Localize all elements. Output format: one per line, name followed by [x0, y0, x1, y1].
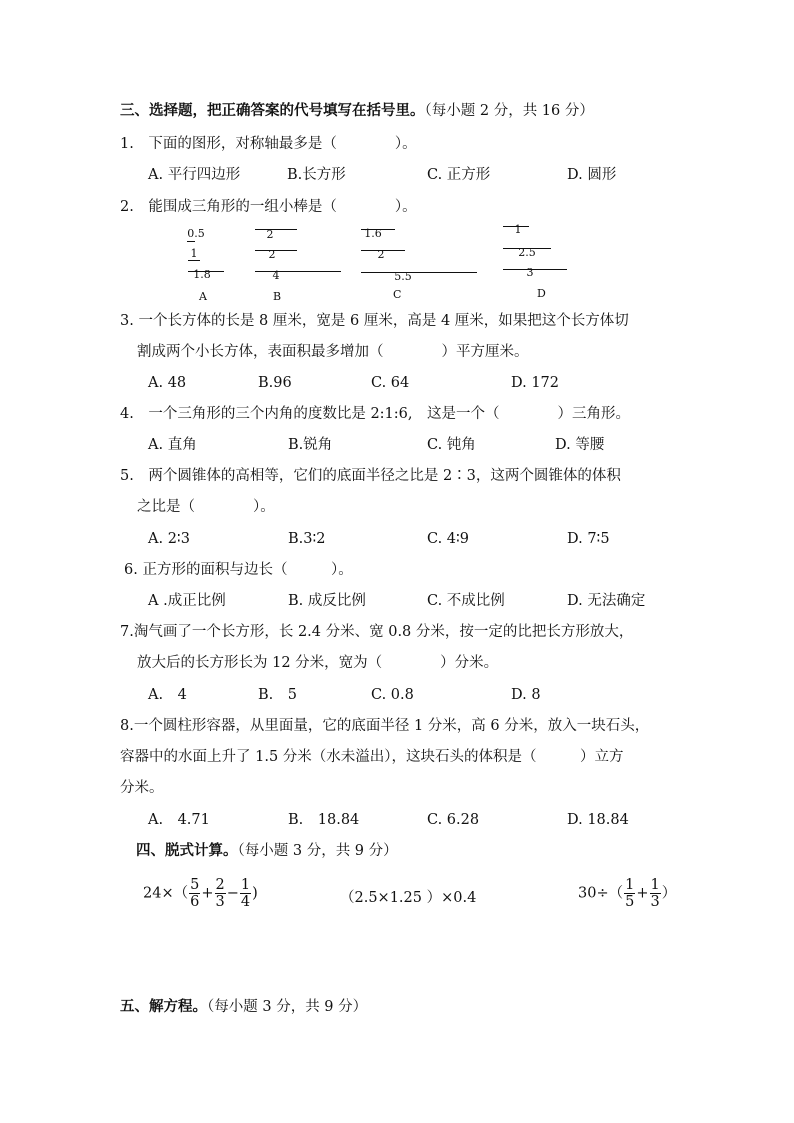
q4-option-a: A. 直角: [148, 437, 197, 453]
denominator: 3: [215, 894, 225, 910]
q4-stem: 4. 一个三角形的三个内角的度数比是 2:1:6, 这是一个（ ）三角形。: [120, 406, 630, 422]
fraction-1-5: [624, 877, 635, 910]
q3-option-b: B.96: [258, 375, 292, 391]
section-4-note: （每小题 3 分，共 9 分）: [237, 843, 398, 859]
stick-b3-label: 4: [272, 269, 280, 282]
denominator: 4: [240, 894, 251, 910]
q8-line-3: 分米。: [120, 780, 164, 796]
stick-d2-label: 2.5: [518, 246, 536, 259]
stick-a1: [187, 241, 195, 242]
group-d-letter: D: [537, 287, 546, 300]
q8-option-a: A. 4.71: [148, 812, 210, 828]
q8-line-1: 8.一个圆柱形容器，从里面量，它的底面半径 1 分米，高 6 分米，放入一块石头，: [120, 718, 650, 734]
q3-line-1: 3. 一个长方体的长是 8 厘米，宽是 6 厘米，高是 4 厘米，如果把这个长方体切: [120, 313, 629, 329]
stick-c1-label: 1.6: [364, 227, 382, 240]
stick-a2-label: 1: [190, 247, 198, 260]
group-a-letter: A: [199, 290, 207, 303]
calc-expression-3: [578, 877, 676, 910]
stick-b2-label: 2: [268, 248, 276, 261]
stick-a3-label: 1.8: [193, 268, 211, 281]
q7-option-d: D. 8: [511, 687, 541, 703]
q5-line-1: 5. 两个圆锥体的高相等，它们的底面半径之比是 2∶3，这两个圆锥体的体积: [120, 468, 621, 484]
calc-expression-1: [143, 877, 258, 910]
q5-option-b: B.3∶2: [288, 531, 326, 547]
stick-b1: [255, 229, 297, 230]
q6-stem: 6. 正方形的面积与边长（ ）。: [124, 562, 353, 578]
q1-option-a: A. 平行四边形: [148, 167, 241, 183]
numerator: 2: [215, 877, 225, 893]
denominator: 6: [190, 894, 200, 910]
stick-d3-label: 3: [526, 266, 534, 279]
q5-option-d: D. 7∶5: [567, 531, 610, 547]
q6-option-a: A .成正比例: [148, 593, 226, 609]
numerator: 5: [190, 877, 200, 893]
stick-b1-label: 2: [266, 228, 274, 241]
stick-a3: [188, 271, 224, 272]
q3-option-d: D. 172: [511, 375, 560, 391]
q4-option-b: B.锐角: [288, 437, 333, 453]
q6-option-d: D. 无法确定: [567, 593, 646, 609]
section-3-note: （每小题 2 分，共 16 分）: [424, 103, 594, 119]
section-5-heading: [120, 997, 367, 1017]
stick-d3: [503, 269, 567, 270]
calc-1-prefix: 24×（: [143, 885, 189, 902]
fraction-2-3: [215, 877, 226, 910]
fraction-1-4: [240, 877, 251, 910]
stick-c3: [361, 272, 477, 273]
stick-b3: [255, 271, 341, 272]
q8-option-d: D. 18.84: [567, 812, 629, 828]
section-5-note: （每小题 3 分，共 9 分）: [207, 999, 368, 1015]
q7-line-2: 放大后的长方形长为 12 分米，宽为（ ）分米。: [137, 655, 499, 671]
q5-option-c: C. 4∶9: [427, 531, 470, 547]
minus-sign: −: [226, 885, 239, 902]
calc-expression-2: （2.5×1.25 ）×0.4: [340, 890, 477, 906]
q8-option-b: B. 18.84: [288, 812, 360, 828]
q3-line-2: 割成两个小长方体，表面积最多增加（ ）平方厘米。: [137, 344, 529, 360]
q1-stem: 1. 下面的图形，对称轴最多是（ ）。: [120, 136, 417, 152]
denominator: 5: [625, 894, 635, 910]
stick-c2-label: 2: [377, 248, 385, 261]
plus-sign: +: [636, 885, 649, 902]
stick-a2: [188, 260, 200, 261]
plus-sign: +: [201, 885, 214, 902]
section-3-heading: [120, 101, 594, 121]
section-4-title: 四、脱式计算。: [136, 843, 238, 859]
q7-option-a: A. 4: [148, 687, 187, 703]
q8-line-2: 容器中的水面上升了 1.5 分米（水未溢出），这块石头的体积是（ ）立方: [120, 749, 624, 765]
stick-d1: [503, 226, 529, 227]
calc-3-suffix: ）: [661, 885, 677, 902]
stick-d2: [503, 248, 551, 249]
stick-c2: [361, 250, 405, 251]
section-5-title: 五、解方程。: [120, 999, 207, 1015]
numerator: 1: [240, 877, 251, 893]
q5-option-a: A. 2∶3: [148, 531, 190, 547]
group-b-letter: B: [273, 290, 282, 303]
group-c-letter: C: [393, 288, 402, 301]
q1-option-d: D. 圆形: [567, 167, 617, 183]
q1-option-c: C. 正方形: [427, 167, 491, 183]
q3-option-a: A. 48: [148, 375, 187, 391]
q4-option-c: C. 钝角: [427, 437, 476, 453]
q6-option-b: B. 成反比例: [288, 593, 366, 609]
stick-a1-label: 0.5: [187, 227, 205, 240]
calc-3-prefix: 30÷（: [578, 885, 624, 902]
q8-option-c: C. 6.28: [427, 812, 480, 828]
q7-option-b: B. 5: [258, 687, 297, 703]
fraction-5-6: [189, 877, 200, 910]
q6-option-c: C. 不成比例: [427, 593, 505, 609]
denominator: 3: [650, 894, 660, 910]
q4-option-d: D. 等腰: [555, 437, 605, 453]
section-3-title: 三、选择题，把正确答案的代号填写在括号里。: [120, 103, 425, 119]
stick-b2: [255, 250, 297, 251]
q7-line-1: 7.淘气画了一个长方形，长 2.4 分米、宽 0.8 分米，按一定的比把长方形放大，: [120, 624, 634, 640]
fraction-1-3: [650, 877, 661, 910]
q7-option-c: C. 0.8: [371, 687, 414, 703]
q1-option-b: B.长方形: [287, 167, 346, 183]
section-4-heading: [136, 841, 398, 861]
calc-1-suffix: ): [252, 885, 258, 902]
q2-stem: 2. 能围成三角形的一组小棒是（ ）。: [120, 199, 417, 215]
numerator: 1: [650, 877, 660, 893]
stick-c1: [361, 229, 395, 230]
q5-line-2: 之比是（ ）。: [137, 499, 275, 515]
q3-option-c: C. 64: [371, 375, 410, 391]
numerator: 1: [625, 877, 635, 893]
stick-c3-label: 5.5: [394, 270, 412, 283]
stick-d1-label: 1: [514, 223, 522, 236]
